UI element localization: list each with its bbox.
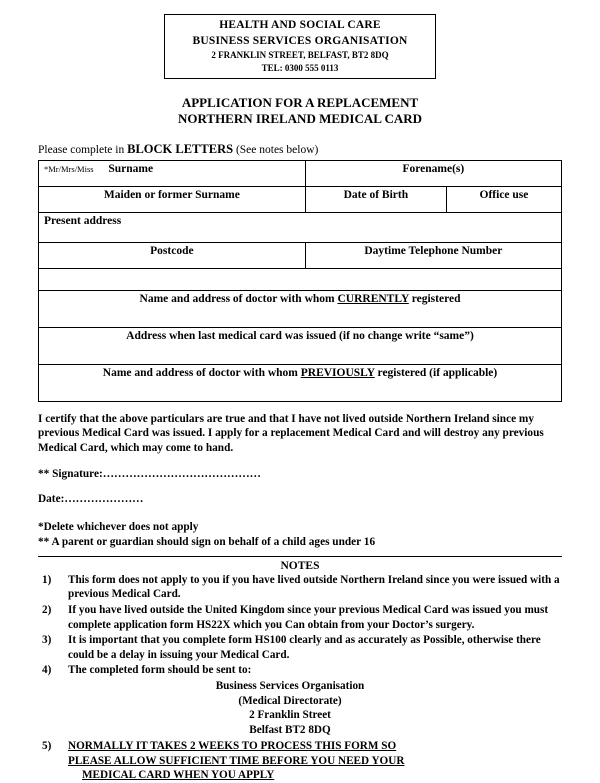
footnotes bbox=[38, 520, 562, 550]
divider bbox=[38, 556, 562, 557]
final-note-line2: PLEASE ALLOW SUFFICIENT TIME BEFORE YOU NEED YOUR bbox=[68, 754, 405, 767]
daytime-phone-label: Daytime Telephone Number bbox=[364, 244, 503, 257]
forenames-label: Forename(s) bbox=[402, 162, 465, 175]
instruction-emphasis: BLOCK LETTERS bbox=[127, 141, 234, 156]
note-number: 3) bbox=[42, 634, 52, 647]
table-row bbox=[39, 160, 562, 186]
notes-list bbox=[38, 573, 562, 783]
page-title-line1: APPLICATION FOR A REPLACEMENT bbox=[181, 95, 419, 111]
send-address-line2: (Medical Directorate) bbox=[238, 694, 342, 707]
cell-current-doctor[interactable] bbox=[39, 290, 562, 327]
page-title-line2: NORTHERN IRELAND MEDICAL CARD bbox=[177, 111, 423, 127]
completion-instruction bbox=[38, 142, 562, 157]
maiden-name-label: Maiden or former Surname bbox=[103, 188, 240, 201]
final-note-line3: MEDICAL CARD WHEN YOU APPLY bbox=[82, 769, 275, 782]
table-row bbox=[39, 364, 562, 401]
table-row bbox=[39, 268, 562, 290]
previous-doctor-label-emphasis: PREVIOUSLY bbox=[300, 366, 375, 379]
cell-present-address[interactable] bbox=[39, 212, 562, 242]
signature-field[interactable]: ** Signature:…………………………………… bbox=[38, 468, 261, 481]
table-row bbox=[39, 186, 562, 212]
guardian-note: ** A parent or guardian should sign on behalf of a child ages under 16 bbox=[38, 535, 376, 548]
notes-heading: NOTES bbox=[280, 559, 320, 572]
surname-label: Surname bbox=[108, 162, 154, 175]
office-use-label: Office use bbox=[479, 188, 529, 201]
postcode-label: Postcode bbox=[150, 244, 194, 257]
final-note-line1: NORMALLY IT TAKES 2 WEEKS TO PROCESS THIS FORM SO bbox=[68, 739, 397, 752]
note-text: The completed form should be sent to: bbox=[68, 664, 252, 677]
note-number: 1) bbox=[42, 573, 52, 586]
list-item bbox=[38, 739, 562, 783]
cell-maiden-name[interactable] bbox=[39, 186, 306, 212]
organisation-name-line2: BUSINESS SERVICES ORGANISATION bbox=[192, 34, 408, 47]
note-text: This form does not apply to you if you have lived outside Northern Ireland since you were issued with a previous Medical Card. bbox=[68, 573, 560, 601]
cell-office-use[interactable] bbox=[446, 186, 561, 212]
organisation-name-line1: HEALTH AND SOCIAL CARE bbox=[219, 19, 381, 31]
cell-date-of-birth[interactable] bbox=[305, 186, 446, 212]
previous-doctor-label-pre: Name and address of doctor with whom bbox=[102, 366, 301, 379]
present-address-label: Present address bbox=[44, 214, 122, 227]
note-text: If you have lived outside the United Kingdom since your previous Medical Card was issued you must complete application form HS22X which you Can obtain from your Doctor’s surgery. bbox=[68, 604, 549, 631]
organisation-address: 2 FRANKLIN STREET, BELFAST, BT2 8DQ bbox=[211, 50, 389, 61]
application-form-table bbox=[38, 160, 562, 402]
delete-note: *Delete whichever does not apply bbox=[38, 521, 199, 534]
last-card-address-label: Address when last medical card was issued (if no change write “same”) bbox=[126, 329, 474, 342]
list-item bbox=[38, 573, 562, 602]
send-to-address bbox=[18, 679, 562, 738]
date-of-birth-label: Date of Birth bbox=[343, 188, 409, 201]
table-row bbox=[39, 242, 562, 268]
previous-doctor-label-post: registered (if applicable) bbox=[374, 366, 498, 379]
cell-forenames[interactable] bbox=[305, 160, 561, 186]
cell-postcode-entry[interactable] bbox=[39, 268, 562, 290]
cell-last-card-address[interactable] bbox=[39, 327, 562, 364]
declaration-paragraph: I certify that the above particulars are true and that I have not lived outside Northern Ireland since my previous Medical Card was issued. I apply for a replacement Medical Card and will destroy any previous Medical Card, which may come to hand. bbox=[38, 412, 544, 454]
cell-previous-doctor[interactable] bbox=[39, 364, 562, 401]
page-title bbox=[38, 95, 562, 128]
current-doctor-label-pre: Name and address of doctor with whom bbox=[139, 292, 338, 305]
current-doctor-label-post: registered bbox=[408, 292, 461, 305]
cell-daytime-phone[interactable] bbox=[305, 242, 561, 268]
instruction-prefix: Please complete in bbox=[38, 143, 128, 156]
table-row bbox=[39, 290, 562, 327]
list-item bbox=[38, 663, 562, 678]
instruction-suffix: (See notes below) bbox=[233, 143, 319, 156]
table-row bbox=[39, 212, 562, 242]
organisation-telephone: TEL: 0300 555 0113 bbox=[261, 62, 339, 73]
list-item bbox=[38, 603, 562, 632]
send-address-line4: Belfast BT2 8DQ bbox=[249, 724, 331, 737]
send-address-line1: Business Services Organisation bbox=[215, 679, 365, 692]
cell-postcode[interactable] bbox=[39, 242, 306, 268]
send-address-line3: 2 Franklin Street bbox=[249, 709, 331, 722]
note-number: 4) bbox=[42, 664, 52, 677]
note-text: It is important that you complete form HS100 clearly and as accurately as Possible, otherwise there could be a delay in issuing your Medical Card. bbox=[68, 634, 541, 661]
title-label: *Mr/Mrs/Miss bbox=[44, 163, 94, 174]
note-number: 2) bbox=[42, 604, 52, 617]
note-number: 5) bbox=[42, 739, 52, 752]
list-item bbox=[38, 633, 562, 662]
table-row bbox=[39, 327, 562, 364]
date-field[interactable]: Date:………………… bbox=[38, 493, 144, 506]
current-doctor-label-emphasis: CURRENTLY bbox=[337, 292, 409, 305]
cell-surname[interactable] bbox=[39, 160, 306, 186]
organisation-header-box bbox=[164, 14, 436, 79]
